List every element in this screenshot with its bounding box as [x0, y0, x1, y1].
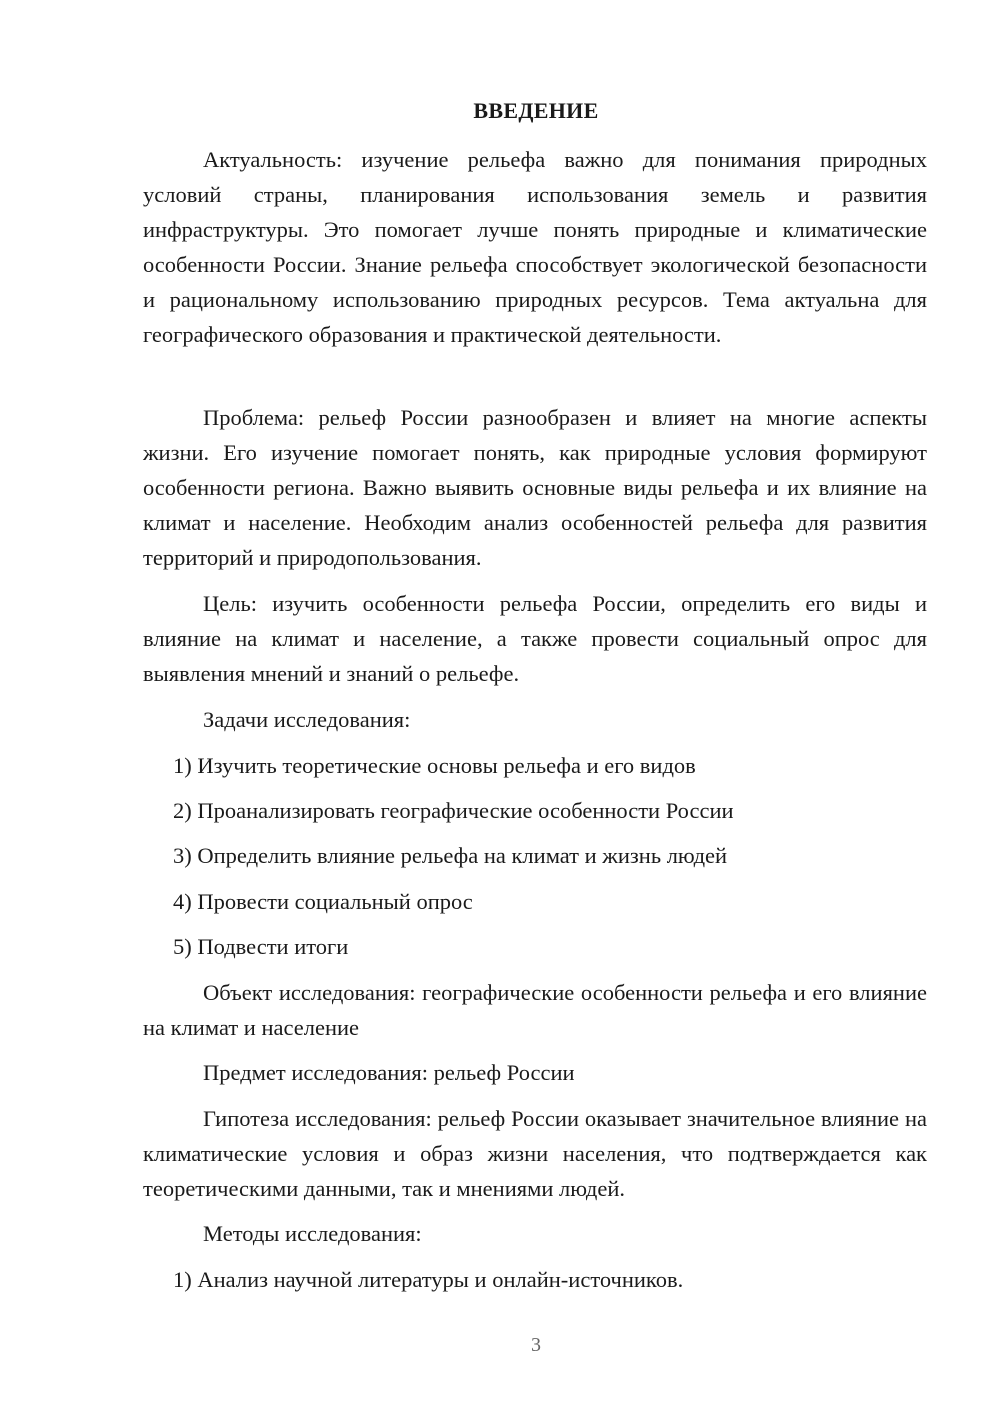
page-title: ВВЕДЕНИЕ	[473, 98, 599, 123]
goal-paragraph	[143, 586, 927, 691]
subject-paragraph	[143, 1055, 927, 1090]
task-item	[143, 748, 927, 783]
tasks-heading-block	[143, 702, 927, 737]
task-3: 3) Определить влияние рельефа на климат и жизнь людей	[173, 843, 728, 868]
methods-heading: Методы исследования:	[203, 1221, 422, 1246]
task-1: 1) Изучить теоретические основы рельефа и его видов	[173, 753, 696, 778]
methods-heading-block	[143, 1216, 927, 1251]
problem-paragraph	[143, 400, 927, 575]
tasks-heading: Задачи исследования:	[203, 707, 411, 732]
task-item	[143, 884, 927, 919]
task-item	[143, 793, 927, 828]
method-1: 1) Анализ научной литературы и онлайн-источников.	[173, 1267, 684, 1292]
task-2: 2) Проанализировать географические особенности России	[173, 798, 734, 823]
relevance-text: Актуальность: изучение рельефа важно для понимания природных условий страны, планирования использования земель и развития инфраструктуры. Это помогает лучше понять природные и климатические особенности России. Знание рельефа способствует экологической безопасности и рациональному использованию природных ресурсов. Тема актуальна для географического образования и практической деятельности.	[143, 147, 927, 347]
hypothesis-paragraph	[143, 1101, 927, 1206]
relevance-paragraph	[143, 142, 927, 352]
task-item	[143, 929, 927, 964]
object-paragraph	[143, 975, 927, 1045]
page-number: 3	[531, 1334, 541, 1356]
problem-text: Проблема: рельеф России разнообразен и влияет на многие аспекты жизни. Его изучение помогает понять, как природные условия формируют особенности региона. Важно выявить основные виды рельефа и их влияние на климат и население. Необходим анализ особенностей рельефа для развития территорий и природопользования.	[143, 405, 927, 570]
task-4: 4) Провести социальный опрос	[173, 889, 473, 914]
method-item	[143, 1262, 927, 1297]
subject-text: Предмет исследования: рельеф России	[203, 1060, 575, 1085]
hypothesis-text: Гипотеза исследования: рельеф России оказывает значительное влияние на климатические условия и образ жизни населения, что подтверждается как теоретическими данными, так и мнениями людей.	[143, 1106, 927, 1201]
task-item	[143, 838, 927, 873]
object-text: Объект исследования: географические особенности рельефа и его влияние на климат и население	[143, 980, 927, 1040]
task-5: 5) Подвести итоги	[173, 934, 349, 959]
goal-text: Цель: изучить особенности рельефа России, определить его виды и влияние на климат и население, а также провести социальный опрос для выявления мнений и знаний о рельефе.	[143, 591, 927, 686]
